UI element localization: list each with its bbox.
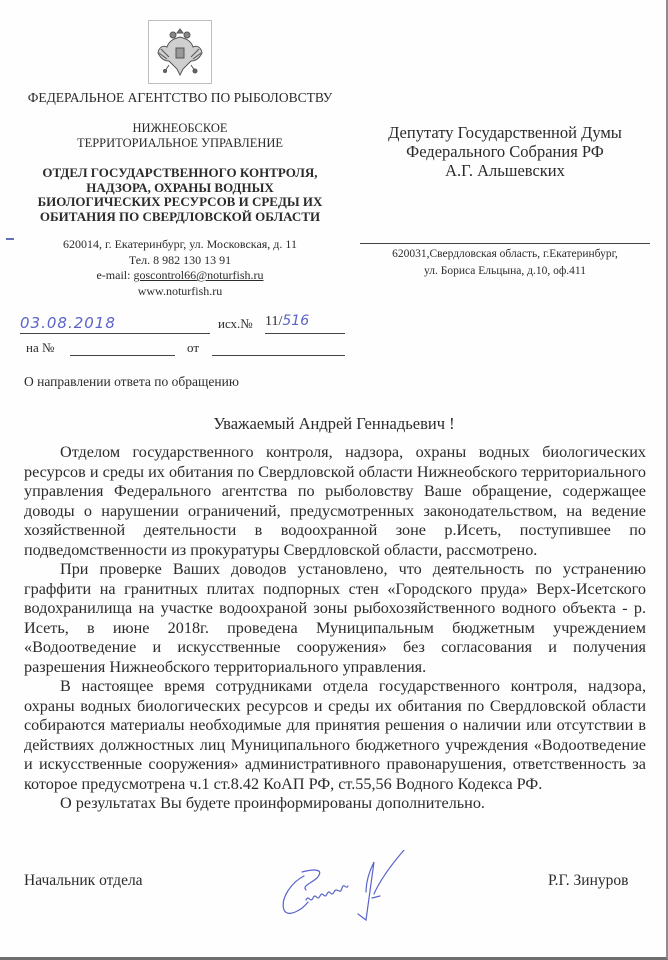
recipient-address xyxy=(360,246,650,280)
department-line-1: ОТДЕЛ ГОСУДАРСТВЕННОГО КОНТРОЛЯ, xyxy=(42,165,318,180)
paragraph: В настоящее время сотрудниками отдела государственного контроля, надзора, охраны водных биологических ресурсов и среды их обитания по Свердловской области собираются материалы необходимые для принятия решения о наличии или отсутствии в действиях должностных лиц Муниципального бюджетного учреждения «Водоотведение и искусственные сооружения» административного правонарушения, ответственность за которое предусмотрена ч.1 ст.8.42 КоАП РФ, ст.55,56 Водного Кодекса РФ. xyxy=(24,677,646,793)
territorial-line-2: ТЕРРИТОРИАЛЬНОЕ УПРАВЛЕНИЕ xyxy=(76,136,284,150)
sender-address: 620014, г. Екатеринбург, ул. Московская, д. 11 xyxy=(63,237,297,251)
handwritten-signature-icon xyxy=(262,850,432,940)
department-line-3: БИОЛОГИЧЕСКИХ РЕСУРСОВ И СРЕДЫ ИХ xyxy=(37,194,323,209)
salutation: Уважаемый Андрей Геннадьевич ! xyxy=(213,414,455,433)
coat-of-arms-icon xyxy=(148,20,212,84)
recipient-address-line-2: ул. Бориса Ельцына, д.10, оф.411 xyxy=(424,265,586,277)
paragraph: При проверке Ваших доводов установлено, что деятельность по устранению граффити на гранитных плитах подпорных стен «Городского пруда» Верх-Исетского водохранилища на участке водоохраной зоны рыбохозяйственного водного объекта - р. Исеть, в июне 2018г. проведена Муниципальным бюджетным учреждением «Водоотведение и искусственные сооружения» без согласования и получения разрешения Нижнеобского территориального управления. xyxy=(24,560,646,676)
department-line-2: НАДЗОРА, ОХРАНЫ ВОДНЫХ xyxy=(86,179,274,195)
recipient-name: А.Г. Альшевских xyxy=(445,161,565,180)
department-name xyxy=(10,166,350,224)
agency-name: ФЕДЕРАЛЬНОЕ АГЕНТСТВО ПО РЫБОЛОВСТВУ xyxy=(27,90,333,105)
territorial-office xyxy=(10,121,350,151)
paragraph: Отделом государственного контроля, надзора, охраны водных биологических ресурсов и среды их обитания по Свердловской области Нижнеобского территориального управления Федерального агентства по рыболовству Ваше обращение, содержащее доводы о нарушении ограничений, предусмотренных законодательством, на ведение хозяйственной деятельности в водоохранной зоне р.Исеть, поступившее по подведомственности из прокуратуры Свердловской области, рассмотрено. xyxy=(24,443,646,559)
paragraph: О результатах Вы будете проинформированы дополнительно. xyxy=(60,794,485,812)
website-link[interactable]: www.noturfish.ru xyxy=(137,283,223,298)
outgoing-number-prefix: 11/ xyxy=(265,314,283,329)
sender-email-row xyxy=(10,268,350,284)
handwritten-date: 03.08.2018 xyxy=(20,314,210,334)
letter-body xyxy=(24,443,646,814)
department-line-4: ОБИТАНИЯ ПО СВЕРДЛОВСКОЙ ОБЛАСТИ xyxy=(39,208,321,224)
reference-date-label: от xyxy=(187,340,200,355)
email-label: e-mail: xyxy=(96,268,134,282)
recipient-divider xyxy=(360,243,650,244)
subject-line: О направлении ответа по обращению xyxy=(24,374,239,389)
email-link[interactable]: goscontrol66@noturfish.ru xyxy=(133,268,264,282)
territorial-line-1: НИЖНЕОБСКОЕ xyxy=(132,121,228,135)
reference-date-blank xyxy=(212,355,345,356)
sender-contacts xyxy=(10,237,350,299)
reference-number-blank xyxy=(70,355,175,356)
recipient-line-2: Федерального Собрания РФ xyxy=(406,142,604,161)
signatory-role: Начальник отдела xyxy=(24,872,143,889)
sender-phone: Тел. 8 982 130 13 91 xyxy=(128,252,232,267)
outgoing-number-label: исх.№ xyxy=(218,316,253,331)
recipient-block xyxy=(360,123,650,180)
recipient-address-line-1: 620031,Свердловская область, г.Екатеринбург, xyxy=(392,248,618,260)
reference-number-label: на № xyxy=(26,340,55,355)
outgoing-number-handwritten: 516 xyxy=(282,313,310,329)
signatory-name: Р.Г. Зинуров xyxy=(548,872,629,889)
outgoing-number xyxy=(265,313,345,334)
recipient-line-1: Депутату Государственной Думы xyxy=(388,123,622,142)
